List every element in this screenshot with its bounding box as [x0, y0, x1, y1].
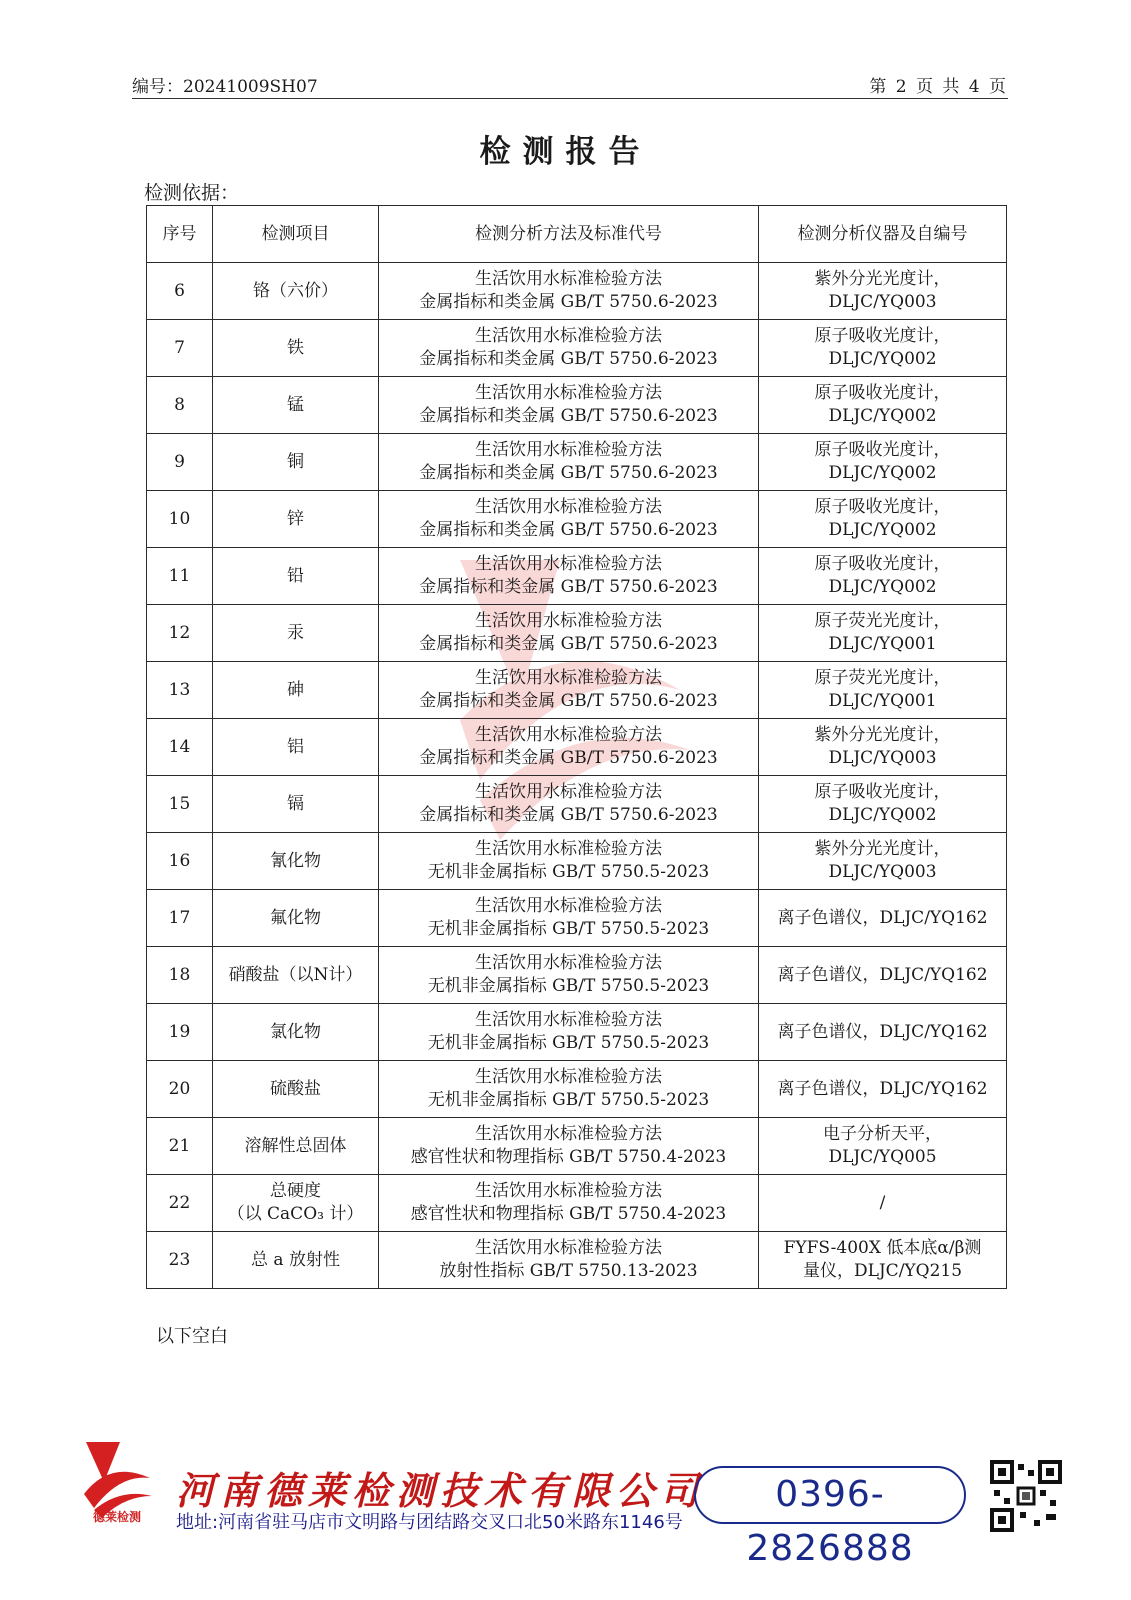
cell-item	[213, 548, 379, 605]
cell-instrument	[759, 1175, 1007, 1232]
cell-method-line: 金属指标和类金属 GB/T 5750.6-2023	[419, 463, 718, 483]
qr-code-icon	[990, 1460, 1062, 1532]
cell-method-line: 生活饮用水标准检验方法	[475, 611, 662, 631]
cell-method	[379, 719, 759, 776]
cell-item-line: 铅	[287, 565, 304, 586]
cell-method-line: 生活饮用水标准检验方法	[475, 1010, 662, 1030]
cell-item	[213, 1232, 379, 1289]
cell-item-line: （以 CaCO₃ 计）	[227, 1204, 364, 1224]
report-number: 编号：20241009SH07	[132, 77, 318, 97]
cell-item	[213, 776, 379, 833]
cell-instrument-line: /	[879, 1192, 886, 1213]
cell-instrument-line: 原子荧光光度计，	[814, 668, 951, 688]
cell-instrument-line: 离子色谱仪，DLJC/YQ162	[777, 1078, 988, 1099]
cell-item-line: 总 a 放射性	[251, 1249, 340, 1270]
cell-method-line: 感官性状和物理指标 GB/T 5750.4-2023	[410, 1204, 727, 1224]
test-basis-table	[146, 205, 1007, 1289]
table-row	[147, 1118, 1007, 1175]
cell-method-line: 金属指标和类金属 GB/T 5750.6-2023	[419, 292, 718, 312]
table-row	[147, 377, 1007, 434]
cell-no: 16	[147, 833, 213, 890]
table-row	[147, 719, 1007, 776]
cell-method-line: 生活饮用水标准检验方法	[475, 326, 662, 346]
company-name: 河南德莱检测技术有限公司	[176, 1469, 705, 1513]
cell-method-line: 放射性指标 GB/T 5750.13-2023	[439, 1261, 698, 1281]
table-row	[147, 320, 1007, 377]
cell-item	[213, 890, 379, 947]
report-header	[132, 70, 1008, 99]
cell-instrument	[759, 947, 1007, 1004]
cell-method-line: 生活饮用水标准检验方法	[475, 1067, 662, 1087]
cell-item-line: 氰化物	[270, 850, 321, 871]
cell-instrument	[759, 605, 1007, 662]
cell-instrument	[759, 320, 1007, 377]
cell-method-line: 生活饮用水标准检验方法	[475, 668, 662, 688]
cell-method-line: 金属指标和类金属 GB/T 5750.6-2023	[419, 634, 718, 654]
cell-instrument-line: DLJC/YQ002	[828, 349, 937, 369]
basis-label: 检测依据：	[144, 182, 240, 204]
cell-item	[213, 605, 379, 662]
cell-instrument-line: 离子色谱仪，DLJC/YQ162	[777, 907, 988, 928]
cell-method-line: 无机非金属指标 GB/T 5750.5-2023	[427, 976, 710, 996]
cell-no: 11	[147, 548, 213, 605]
cell-item-line: 总硬度	[270, 1181, 321, 1201]
cell-instrument	[759, 434, 1007, 491]
table-row	[147, 1061, 1007, 1118]
cell-item	[213, 1061, 379, 1118]
cell-item-line: 硫酸盐	[270, 1078, 321, 1099]
cell-method	[379, 320, 759, 377]
cell-method-line: 生活饮用水标准检验方法	[475, 554, 662, 574]
company-address: 地址:河南省驻马店市文明路与团结路交叉口北50米路东1146号	[176, 1512, 683, 1533]
cell-method	[379, 605, 759, 662]
cell-instrument	[759, 377, 1007, 434]
cell-method	[379, 662, 759, 719]
cell-no: 10	[147, 491, 213, 548]
cell-item-line: 镉	[287, 793, 304, 814]
cell-method	[379, 1061, 759, 1118]
cell-instrument	[759, 719, 1007, 776]
table-row	[147, 776, 1007, 833]
table-header-row	[147, 206, 1007, 263]
cell-method	[379, 1004, 759, 1061]
table-body	[147, 263, 1007, 1289]
cell-item	[213, 719, 379, 776]
cell-item-line: 锌	[287, 508, 304, 529]
cell-item	[213, 833, 379, 890]
cell-instrument-line: DLJC/YQ002	[828, 805, 937, 825]
cell-instrument-line: 紫外分光光度计，	[814, 839, 951, 859]
cell-no: 12	[147, 605, 213, 662]
cell-instrument	[759, 1232, 1007, 1289]
cell-instrument	[759, 1061, 1007, 1118]
col-header-method: 检测分析方法及标准代号	[379, 206, 759, 263]
cell-instrument-line: 原子吸收光度计，	[814, 440, 951, 460]
cell-instrument	[759, 1004, 1007, 1061]
cell-method	[379, 1232, 759, 1289]
page-title: 检测报告	[479, 134, 652, 170]
cell-method-line: 金属指标和类金属 GB/T 5750.6-2023	[419, 748, 718, 768]
cell-instrument-line: FYFS-400X 低本底α/β测	[783, 1238, 982, 1258]
cell-instrument-line: 原子吸收光度计，	[814, 383, 951, 403]
cell-method	[379, 377, 759, 434]
end-note: 以下空白	[156, 1326, 228, 1347]
cell-instrument-line: 量仪，DLJC/YQ215	[802, 1261, 963, 1281]
cell-instrument-line: 原子吸收光度计，	[814, 554, 951, 574]
cell-instrument-line: DLJC/YQ002	[828, 520, 937, 540]
cell-method-line: 生活饮用水标准检验方法	[475, 953, 662, 973]
col-header-no: 序号	[147, 206, 213, 263]
cell-item	[213, 947, 379, 1004]
cell-no: 13	[147, 662, 213, 719]
cell-no: 20	[147, 1061, 213, 1118]
cell-instrument-line: DLJC/YQ002	[828, 463, 937, 483]
cell-instrument-line: DLJC/YQ005	[828, 1147, 937, 1167]
table-row	[147, 833, 1007, 890]
cell-item	[213, 491, 379, 548]
cell-item-line: 溶解性总固体	[244, 1135, 347, 1156]
cell-method	[379, 890, 759, 947]
cell-instrument-line: 原子吸收光度计，	[814, 782, 951, 802]
cell-instrument-line: 离子色谱仪，DLJC/YQ162	[777, 964, 988, 985]
table-row	[147, 491, 1007, 548]
cell-item-line: 氟化物	[270, 907, 321, 928]
cell-item-line: 汞	[287, 622, 304, 643]
cell-no: 22	[147, 1175, 213, 1232]
cell-method-line: 无机非金属指标 GB/T 5750.5-2023	[427, 862, 710, 882]
cell-instrument-line: DLJC/YQ002	[828, 577, 937, 597]
cell-no: 7	[147, 320, 213, 377]
cell-method	[379, 263, 759, 320]
cell-item	[213, 1175, 379, 1232]
cell-item-line: 铁	[287, 337, 304, 358]
cell-item-line: 锰	[287, 394, 304, 415]
cell-instrument-line: DLJC/YQ002	[828, 406, 937, 426]
cell-method-line: 感官性状和物理指标 GB/T 5750.4-2023	[410, 1147, 727, 1167]
cell-instrument	[759, 890, 1007, 947]
table-row	[147, 548, 1007, 605]
cell-instrument	[759, 1118, 1007, 1175]
cell-item	[213, 320, 379, 377]
cell-instrument-line: 原子荧光光度计，	[814, 611, 951, 631]
cell-item	[213, 1118, 379, 1175]
cell-no: 19	[147, 1004, 213, 1061]
cell-method-line: 生活饮用水标准检验方法	[475, 383, 662, 403]
table-row	[147, 947, 1007, 1004]
cell-instrument-line: DLJC/YQ001	[828, 691, 937, 711]
cell-no: 23	[147, 1232, 213, 1289]
table-row	[147, 1004, 1007, 1061]
cell-item	[213, 377, 379, 434]
cell-method	[379, 947, 759, 1004]
cell-method	[379, 776, 759, 833]
cell-method-line: 生活饮用水标准检验方法	[475, 269, 662, 289]
cell-instrument-line: DLJC/YQ003	[828, 292, 937, 312]
cell-method	[379, 1175, 759, 1232]
cell-method	[379, 434, 759, 491]
cell-instrument-line: DLJC/YQ003	[828, 748, 937, 768]
cell-item-line: 硝酸盐（以N计）	[228, 964, 363, 985]
cell-instrument	[759, 776, 1007, 833]
cell-instrument-line: 电子分析天平，	[823, 1124, 942, 1144]
table-row	[147, 890, 1007, 947]
cell-no: 6	[147, 263, 213, 320]
cell-method-line: 金属指标和类金属 GB/T 5750.6-2023	[419, 691, 718, 711]
cell-method-line: 生活饮用水标准检验方法	[475, 1238, 662, 1258]
cell-instrument-line: 原子吸收光度计，	[814, 497, 951, 517]
cell-method-line: 金属指标和类金属 GB/T 5750.6-2023	[419, 577, 718, 597]
cell-instrument-line: DLJC/YQ003	[828, 862, 937, 882]
cell-instrument-line: 原子吸收光度计，	[814, 326, 951, 346]
cell-instrument	[759, 263, 1007, 320]
cell-method-line: 无机非金属指标 GB/T 5750.5-2023	[427, 1033, 710, 1053]
cell-no: 18	[147, 947, 213, 1004]
table-row	[147, 1175, 1007, 1232]
cell-no: 21	[147, 1118, 213, 1175]
cell-method-line: 生活饮用水标准检验方法	[475, 1124, 662, 1144]
cell-method-line: 金属指标和类金属 GB/T 5750.6-2023	[419, 805, 718, 825]
cell-item-line: 铬（六价）	[253, 280, 338, 301]
col-header-item: 检测项目	[213, 206, 379, 263]
cell-item-line: 铝	[287, 736, 304, 757]
cell-instrument-line: 离子色谱仪，DLJC/YQ162	[777, 1021, 988, 1042]
cell-method-line: 生活饮用水标准检验方法	[475, 497, 662, 517]
table-row	[147, 434, 1007, 491]
cell-method-line: 生活饮用水标准检验方法	[475, 839, 662, 859]
cell-no: 15	[147, 776, 213, 833]
cell-instrument	[759, 662, 1007, 719]
table-row	[147, 605, 1007, 662]
cell-instrument	[759, 491, 1007, 548]
cell-item-line: 氯化物	[270, 1021, 321, 1042]
cell-instrument	[759, 548, 1007, 605]
cell-item	[213, 434, 379, 491]
table-row	[147, 662, 1007, 719]
cell-item	[213, 1004, 379, 1061]
cell-method-line: 生活饮用水标准检验方法	[475, 440, 662, 460]
cell-method-line: 金属指标和类金属 GB/T 5750.6-2023	[419, 520, 718, 540]
cell-no: 17	[147, 890, 213, 947]
company-phone: 0396-2826888	[694, 1466, 966, 1524]
cell-method-line: 金属指标和类金属 GB/T 5750.6-2023	[419, 406, 718, 426]
col-header-instrument: 检测分析仪器及自编号	[759, 206, 1007, 263]
cell-method	[379, 548, 759, 605]
table-row	[147, 1232, 1007, 1289]
cell-item-line: 铜	[287, 451, 304, 472]
cell-method	[379, 491, 759, 548]
cell-instrument-line: 紫外分光光度计，	[814, 725, 951, 745]
cell-method-line: 无机非金属指标 GB/T 5750.5-2023	[427, 919, 710, 939]
cell-method-line: 生活饮用水标准检验方法	[475, 896, 662, 916]
cell-no: 9	[147, 434, 213, 491]
page-info: 第 2 页 共 4 页	[869, 77, 1008, 97]
cell-method-line: 生活饮用水标准检验方法	[475, 1181, 662, 1201]
cell-method-line: 金属指标和类金属 GB/T 5750.6-2023	[419, 349, 718, 369]
cell-instrument-line: 紫外分光光度计，	[814, 269, 951, 289]
cell-method	[379, 1118, 759, 1175]
logo-text: 德莱检测	[92, 1510, 141, 1524]
cell-method	[379, 833, 759, 890]
cell-no: 14	[147, 719, 213, 776]
cell-instrument	[759, 833, 1007, 890]
cell-item	[213, 263, 379, 320]
table-row	[147, 263, 1007, 320]
cell-method-line: 无机非金属指标 GB/T 5750.5-2023	[427, 1090, 710, 1110]
cell-instrument-line: DLJC/YQ001	[828, 634, 937, 654]
cell-item	[213, 662, 379, 719]
cell-method-line: 生活饮用水标准检验方法	[475, 782, 662, 802]
cell-no: 8	[147, 377, 213, 434]
cell-item-line: 砷	[287, 679, 304, 700]
cell-method-line: 生活饮用水标准检验方法	[475, 725, 662, 745]
